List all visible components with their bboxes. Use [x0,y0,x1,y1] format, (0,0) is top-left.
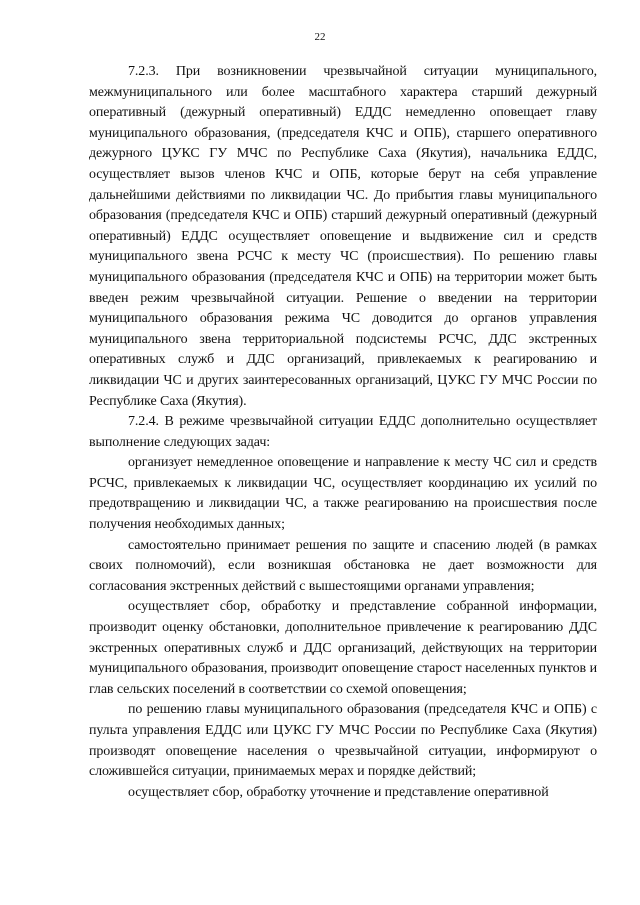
task-item-decisions: самостоятельно принимает решения по защите и спасению людей (в рамках своих полномочий), если возникшая обстановка не дает возможности для согласования экстренных действий с вышестоящими органами управления; [89,537,597,594]
document-body [89,62,597,803]
task-item-notification: организует немедленное оповещение и направление к месту ЧС сил и средств РСЧС, привлекаемых к ликвидации ЧС, осуществляет координацию их усилий по предотвращению и ликвидации ЧС, а также реагированию на происшествия после получения необходимых данных; [89,455,597,533]
task-item-information: осуществляет сбор, обработку и представление собранной информации, производит оценку обстановки, дополнительное привлечение к реагированию ДДС экстренных оперативных служб и ДДС организаций, действующих на территории муниципального образования, производит оповещение старост населенных пунктов и глав сельских поселений в соответствии со схемой оповещения; [89,599,597,697]
task-item-operational-data: осуществляет сбор, обработку уточнение и представление оперативной [128,784,549,800]
paragraph-7-2-4: 7.2.4. В режиме чрезвычайной ситуации ЕДДС дополнительно осуществляет выполнение следующих задач: [89,414,597,450]
paragraph-7-2-3: 7.2.3. При возникновении чрезвычайной ситуации муниципального, межмуниципального или более масштабного характера старший дежурный оперативный (дежурный оперативный) ЕДДС немедленно оповещает главу муниципального образования, (председателя КЧС и ОПБ), старшего оперативного дежурного ЦУКС ГУ МЧС по Республике Саха (Якутия), начальника ЕДДС, осуществляет вызов членов КЧС и ОПБ, которые берут на себя управление дальнейшими действиями по ликвидации ЧС. До прибытия главы муниципального образования (председателя КЧС и ОПБ) старший дежурный оперативный (дежурный оперативный) ЕДДС осуществляет оповещение и выдвижение сил и средств муниципального звена РСЧС к месту ЧС (происшествия). По решению главы муниципального образования (председателя КЧС и ОПБ) на территории может быть введен режим чрезвычайной ситуации. Решение о введении на территории муниципального образования режима ЧС доводится до органов управления муниципального звена территориальной подсистемы РСЧС, ДДС экстренных оперативных служб и ДДС организаций, привлекаемых к реагированию и ликвидации ЧС и других заинтересованных организаций, ЦУКС ГУ МЧС России по Республике Саха (Якутия). [89,64,597,409]
task-item-population-alert: по решению главы муниципального образования (председателя КЧС и ОПБ) с пульта управления ЕДДС или ЦУКС ГУ МЧС России по Республике Саха (Якутия) производят оповещение населения о чрезвычайной ситуации, информируют о сложившейся ситуации, принимаемых мерах и порядке действий; [89,702,597,780]
page-number: 22 [314,31,326,43]
